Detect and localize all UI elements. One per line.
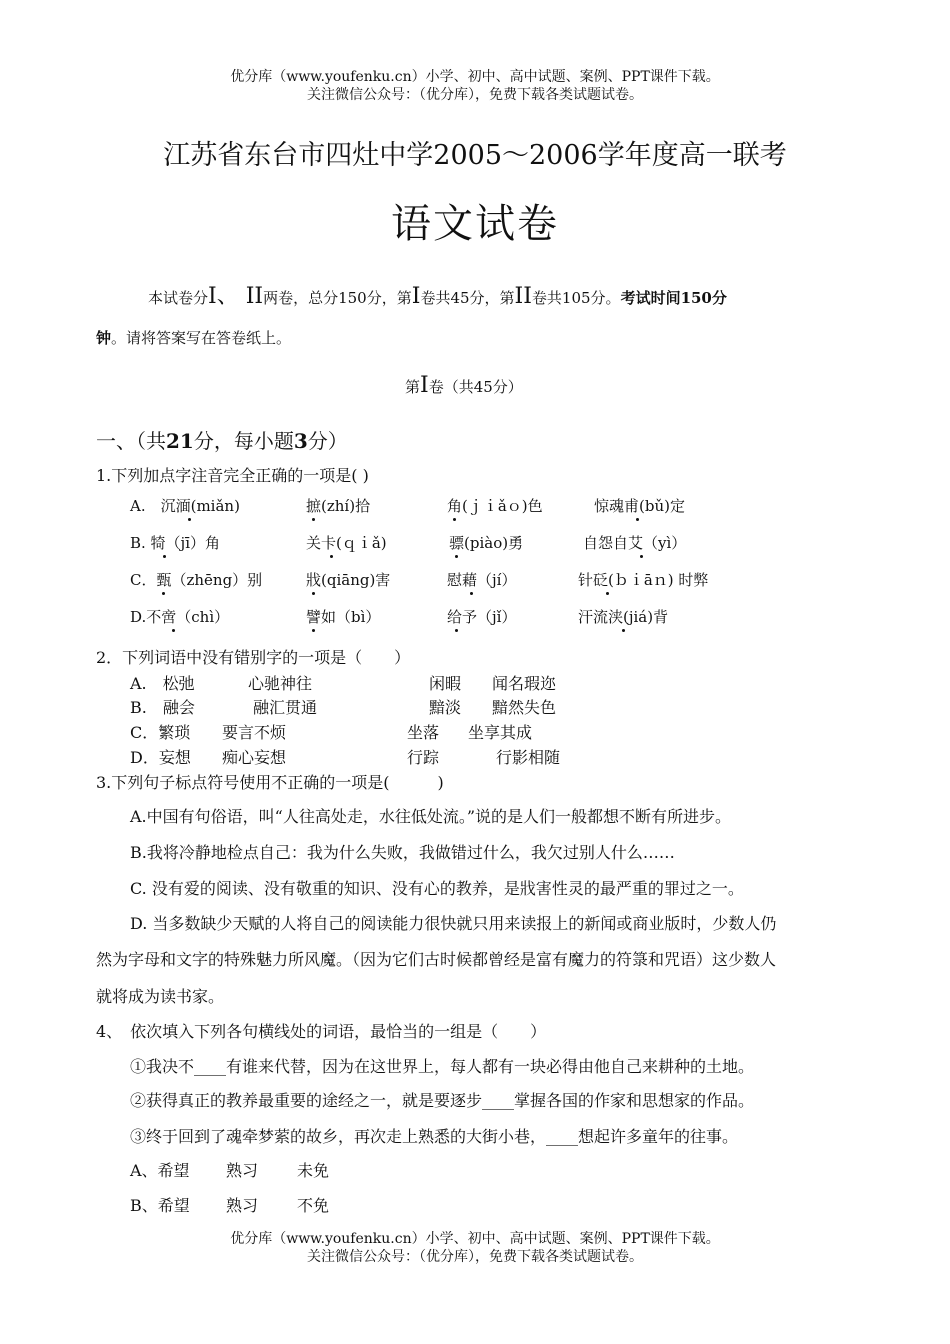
intro-text-c: 卷共45分，第 — [420, 289, 515, 307]
intro-roman-2: Ⅰ — [411, 284, 421, 309]
q4-option-a-3: 未免 — [297, 1161, 330, 1180]
q1-a-3: 角(ｊｉǎｏ)色 — [447, 497, 543, 515]
q2-b-2: 融汇贯通 — [253, 698, 318, 717]
page-footer-line1: 优分库（www.youfenku.cn）小学、初中、高中试题、案例、PPT课件下载。 — [230, 1231, 720, 1247]
q3-option-b: B.我将冷静地检点自己：我为什么失败，我做错过什么，我欠过别人什么…… — [130, 843, 675, 862]
q3-option-d-line3: 就将成为读书家。 — [96, 987, 225, 1006]
q4-option-a-1: A、希望 — [130, 1161, 190, 1180]
q2-d-3: 行踪 — [407, 748, 440, 767]
intro-roman-1: Ⅰ、 ⅠⅠ — [208, 284, 264, 309]
q1-b-1: B. 犄（jī）角 — [130, 534, 221, 552]
q2-a-1: A. 松弛 — [130, 674, 195, 693]
emphasis-dot — [636, 518, 639, 521]
exam-subject: 语文试卷 — [391, 201, 559, 247]
exam-title: 江苏省东台市四灶中学2005～2006学年度高一联考 — [163, 140, 787, 171]
emphasis-dot — [162, 592, 165, 595]
q1-a-4: 惊魂甫(bǔ)定 — [594, 497, 685, 515]
emphasis-dot — [188, 518, 191, 521]
q3-option-d-line1: D. 当多数缺少天赋的人将自己的阅读能力很快就只用来读报上的新闻或商业版时，少数人仍 — [130, 914, 777, 933]
intro-text-e: 。请将答案写在答卷纸上。 — [111, 329, 292, 347]
q4-option-b-2: 熟习 — [226, 1196, 259, 1215]
q1-b-2: 关卡(ｑｉǎ) — [306, 534, 387, 552]
q2-c-2: 要言不烦 — [222, 723, 287, 742]
q2-c-4: 坐享其成 — [468, 723, 533, 742]
page-footer-line2: 关注微信公众号：（优分库），免费下载各类试题试卷。 — [307, 1249, 643, 1265]
emphasis-dot — [163, 555, 166, 558]
q1-c-1: C．甄（zhēng）别 — [130, 571, 263, 589]
section-label: 一、（共 — [96, 429, 166, 453]
q3-option-c: C. 没有爱的阅读、没有敬重的知识、没有心的教养，是戕害性灵的最严重的罪过之一。 — [130, 879, 744, 898]
section-one-heading — [96, 425, 348, 454]
emphasis-dot — [312, 518, 315, 521]
q1-c-4: 针砭(ｂｉāｎ) 时弊 — [578, 571, 709, 589]
part-roman: Ⅰ — [420, 373, 429, 398]
q4-sentence-1: ①我决不____有谁来代替，因为在这世界上，每人都有一块必得由他自己来耕种的土地。 — [130, 1057, 755, 1076]
q2-a-2: 心驰神往 — [248, 674, 313, 693]
part-text-a: 第 — [405, 378, 421, 396]
emphasis-dot — [453, 518, 456, 521]
section-mid: 分，每小题 — [193, 429, 294, 453]
section-each: 3 — [293, 429, 308, 453]
emphasis-dot — [330, 555, 333, 558]
page-header-line1: 优分库（www.youfenku.cn）小学、初中、高中试题、案例、PPT课件下载。 — [230, 69, 720, 85]
page-header-line2: 关注微信公众号：（优分库），免费下载各类试题试卷。 — [307, 87, 643, 103]
q1-stem: 1.下列加点字注音完全正确的一项是( ) — [96, 466, 369, 485]
q2-a-4: 闻名瑕迩 — [492, 674, 557, 693]
q4-stem: 4、 依次填入下列各句横线处的词语，最恰当的一组是（ ） — [96, 1022, 547, 1041]
q1-b-3: 骠(piào)勇 — [449, 534, 524, 552]
q4-option-b-1: B、希望 — [130, 1196, 190, 1215]
section-end: 分） — [307, 429, 348, 453]
q1-a-2: 摭(zhí)拾 — [306, 497, 371, 515]
q1-d-1: D.不啻（chì） — [130, 608, 230, 626]
emphasis-dot — [312, 592, 315, 595]
exam-intro-line2 — [96, 327, 291, 348]
q2-stem: 2．下列词语中没有错别字的一项是（ ） — [96, 648, 411, 667]
part-text-b: 卷（共45分） — [428, 378, 523, 396]
emphasis-dot — [622, 629, 625, 632]
q3-option-a: A.中国有句俗语，叫“人往高处走，水往低处流。”说的是人们一般都想不断有所进步。 — [130, 807, 732, 826]
q3-stem: 3.下列句子标点符号使用不正确的一项是( ) — [96, 773, 444, 792]
q4-option-b-3: 不免 — [297, 1196, 330, 1215]
emphasis-dot — [455, 555, 458, 558]
intro-text-b: 两卷，总分150分，第 — [263, 289, 412, 307]
q4-option-a-2: 熟习 — [226, 1161, 259, 1180]
q2-d-1: D．妄想 — [130, 748, 191, 767]
intro-time-bold-2: 钟 — [96, 329, 112, 347]
emphasis-dot — [640, 555, 643, 558]
intro-text-a: 本试卷分 — [148, 289, 209, 307]
q2-b-3: 黯淡 — [429, 698, 462, 717]
q1-d-3: 给予（jǐ） — [447, 608, 517, 626]
q2-b-1: B. 融会 — [130, 698, 195, 717]
emphasis-dot — [470, 592, 473, 595]
intro-time-bold: 考试时间150分 — [620, 289, 727, 307]
emphasis-dot — [312, 629, 315, 632]
q1-c-2: 戕(qiāng)害 — [306, 571, 391, 589]
section-points: 21 — [166, 429, 194, 453]
q2-c-3: 坐落 — [407, 723, 440, 742]
intro-roman-3: ⅠⅠ — [514, 284, 532, 309]
emphasis-dot — [455, 629, 458, 632]
q3-option-d-line2: 然为字母和文字的特殊魅力所风魔。（因为它们古时候都曾经是富有魔力的符箓和咒语）这少数人 — [96, 950, 777, 969]
q1-b-4: 自怨自艾（yì） — [583, 534, 687, 552]
q1-a-1: A. 沉湎(miǎn) — [130, 497, 240, 515]
q2-d-2: 痴心妄想 — [222, 748, 287, 767]
intro-text-d: 卷共105分。 — [531, 289, 621, 307]
q2-b-4: 黯然失色 — [492, 698, 557, 717]
q2-d-4: 行影相随 — [496, 748, 561, 767]
q1-d-2: 譬如（bì） — [306, 608, 381, 626]
emphasis-dot — [606, 592, 609, 595]
q4-sentence-3: ③终于回到了魂牵梦萦的故乡，再次走上熟悉的大街小巷，____想起许多童年的往事。 — [130, 1127, 739, 1146]
exam-intro-line1 — [148, 279, 727, 310]
q1-d-4: 汗流浃(jiá)背 — [578, 608, 669, 626]
emphasis-dot — [172, 629, 175, 632]
part-one-heading — [405, 373, 523, 398]
q2-a-3: 闲暇 — [429, 674, 462, 693]
q2-c-1: C．繁琐 — [130, 723, 191, 742]
q1-c-3: 慰藉（jí） — [447, 571, 517, 589]
q4-sentence-2: ②获得真正的教养最重要的途经之一，就是要逐步____掌握各国的作家和思想家的作品。 — [130, 1091, 755, 1110]
